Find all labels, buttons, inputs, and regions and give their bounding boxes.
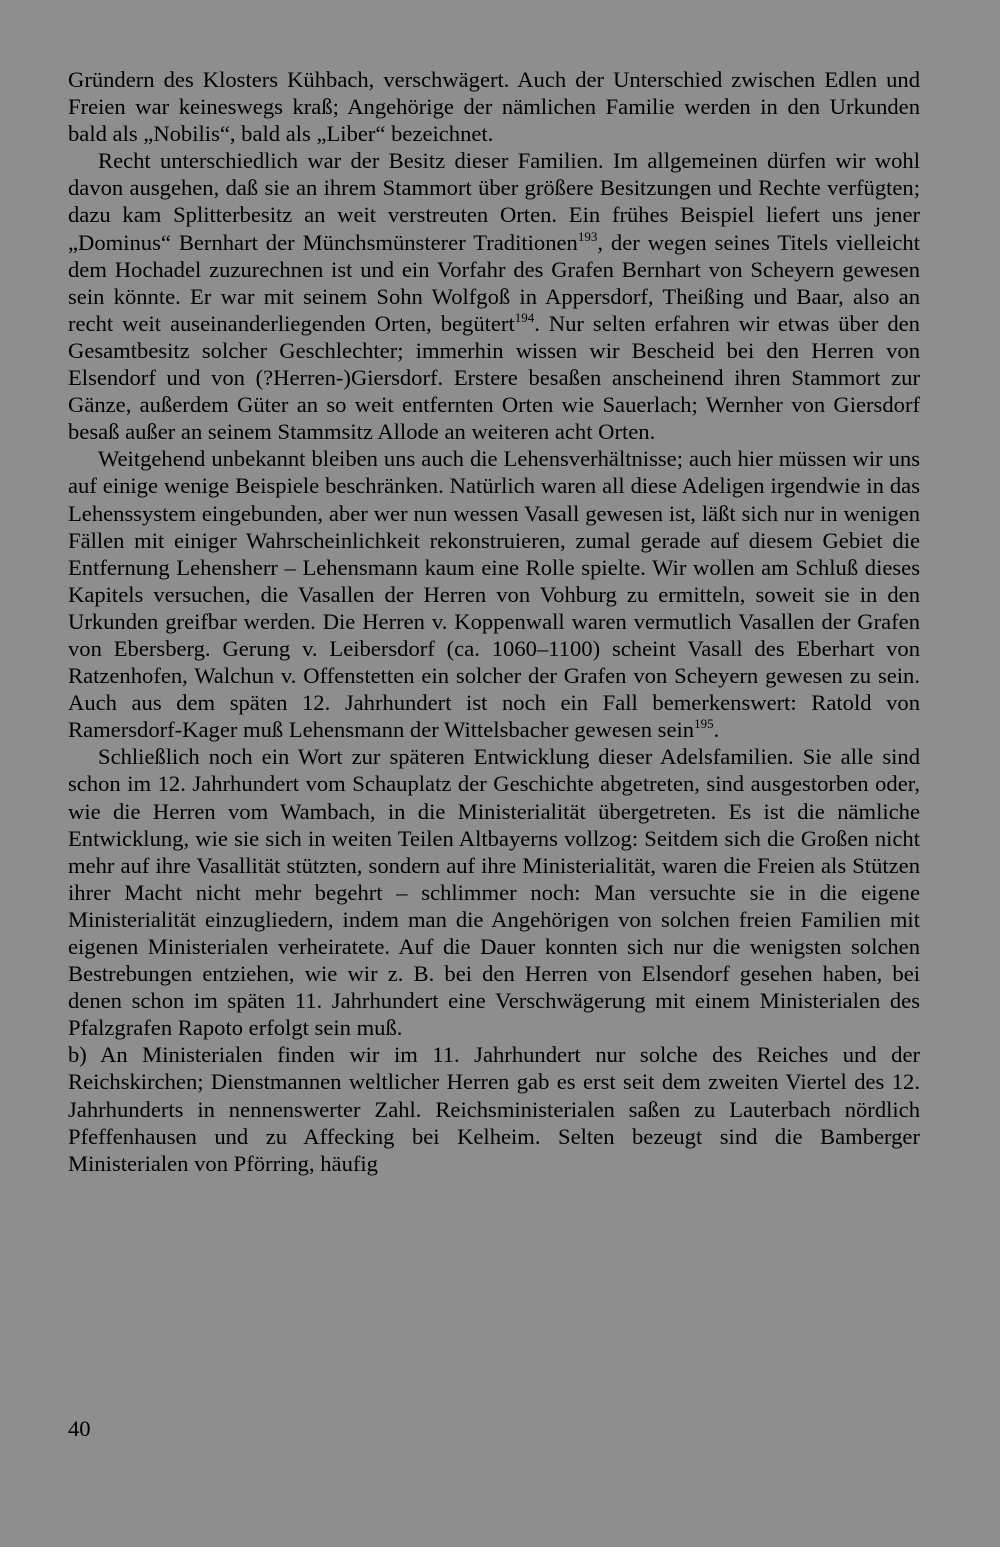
footnote-ref-193[interactable]: 193 [577,228,598,244]
paragraph-text: b) An Ministerialen finden wir im 11. Jahrhundert nur solche des Reiches und der Reichskirchen; Dienstmannen weltlicher Herren gab es erst seit dem zweiten Viertel des 12. Jahrhunderts in nennenswerter Zahl. Reichsministerialen saßen zu Lauterbach nördlich Pfeffenhausen und zu Affecking bei Kelheim. Selten bezeugt sind die Bamberger Ministerialen von Pförring, häufig [68,1042,920,1176]
paragraph-5 [68,1041,920,1176]
paragraph-text: , der wegen seines Titels vielleicht dem Hochadel zuzurechnen ist und ein Vorfahr des Grafen Bernhart von Scheyern gewesen sein könnte. Er war mit seinem Sohn Wolfgoß in Appersdorf, Theißing und Baar, also an recht weit auseinanderliegenden Orten, begütert [68,229,920,336]
paragraph-text: . Nur selten erfahren wir etwas über den Gesamtbesitz solcher Geschlechter; immerhin wissen wir Bescheid bei den Herren von Elsendorf und von (?Herren-)Giersdorf. Erstere besaßen anscheinend ihren Stammort zur Gänze, außerdem Güter an so weit entfernten Orten wie Sauerlach; Wernher von Giersdorf besaß außer an seinem Stammsitz Allode an weiteren acht Orten. [68,310,920,445]
page-number: 40 [68,1416,91,1441]
paragraph-text: Weitgehend unbekannt bleiben uns auch die Lehensverhältnisse; auch hier müssen wir uns auf einige wenige Beispiele beschränken. Natürlich waren all diese Adeligen irgendwie in das Lehenssystem eingebunden, aber wer nun wessen Vasall gewesen ist, läßt sich nur in wenigen Fällen mit einiger Wahrscheinlichkeit rekonstruieren, zumal gerade auf diesem Gebiet die Entfernung Lehensherr – Lehensmann kaum eine Rolle spielte. Wir wollen am Schluß dieses Kapitels versuchen, die Vasallen der Herren von Vohburg zu ermitteln, soweit sie in den Urkunden greifbar werden. Die Herren v. Koppenwall waren vermutlich Vasallen der Grafen von Ebersberg. Gerung v. Leibersdorf (ca. 1060–1100) scheint Vasall des Eberhart von Ratzenhofen, Walchun v. Offenstetten ein solcher der Grafen von Scheyern gewesen zu sein. Auch aus dem späten 12. Jahrhundert ist noch ein Fall bemerkenswert: Ratold von Ramersdorf-Kager muß Lehensmann der Wittelsbacher gewesen sein [68,446,920,743]
body-text [68,66,920,1177]
footnote-ref-194[interactable]: 194 [514,309,535,325]
paragraph-text: Schließlich noch ein Wort zur späteren Entwicklung dieser Adelsfamilien. Sie alle sind schon im 12. Jahrhundert vom Schauplatz der Geschichte abgetreten, sind ausgestorben oder, wie die Herren vom Wambach, in die Ministerialität übergetreten. Es ist die nämliche Entwicklung, wie sie sich in weiten Teilen Altbayerns vollzog: Seitdem sich die Großen nicht mehr auf ihre Vasallität stützten, sondern auf ihre Ministerialität, waren die Freien als Stützen ihrer Macht nicht mehr begehrt – schlimmer noch: Man versuchte sie in die eigene Ministerialität einzugliedern, indem man die Angehörigen von solchen freien Familien mit eigenen Ministerialen verheiratete. Auf die Dauer konnten sich nur die wenigsten solchen Bestrebungen entziehen, wie wir z. B. bei den Herren von Elsendorf gesehen haben, bei denen schon im späten 11. Jahrhundert eine Verschwägerung mit einem Ministerialen des Pfalzgrafen Rapoto erfolgt sein muß. [68,744,920,1041]
paragraph-3 [68,445,920,743]
footnote-ref-195[interactable]: 195 [694,716,714,732]
paragraph-text: Gründern des Klosters Kühbach, verschwägert. Auch der Unterschied zwischen Edlen und Freien war keineswegs kraß; Angehörige der nämlichen Familie werden in den Urkunden bald als „Nobilis“, bald als „Liber“ bezeichnet. [68,67,920,147]
paragraph-text: . [713,717,720,743]
paragraph-text: Recht unterschiedlich war der Besitz dieser Familien. Im allgemeinen dürfen wir wohl davon ausgehen, daß sie an ihrem Stammort über größere Besitzungen und Rechte verfügten; dazu kam Splitterbesitz an weit verstreuten Orten. Ein frühes Beispiel liefert uns jener „Dominus“ Bernhart der Münchsmünsterer Traditionen [68,148,920,255]
paragraph-4 [68,743,920,1041]
paragraph-2 [68,147,920,445]
paragraph-1 [68,66,920,147]
